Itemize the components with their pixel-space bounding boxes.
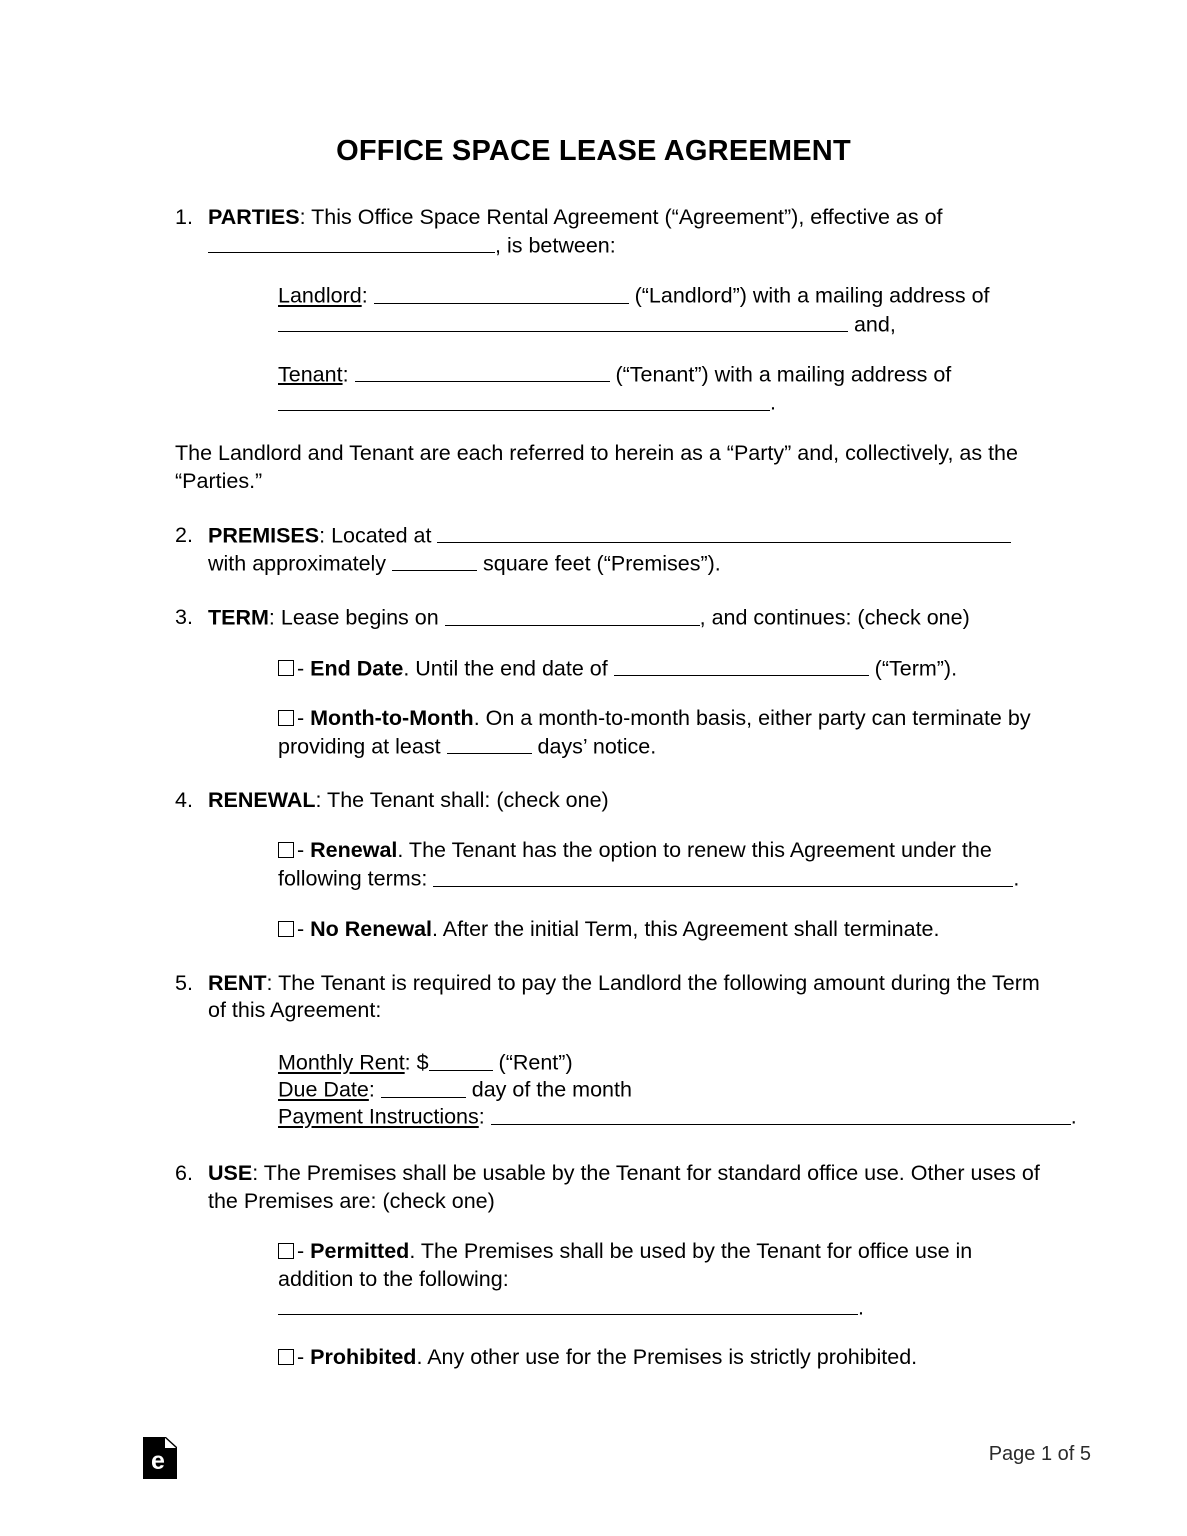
option-text-a: . The Tenant has the option to renew this Agreement under the following terms: bbox=[278, 838, 992, 891]
tenant-end-text: . bbox=[770, 390, 776, 415]
clause-parties-intro-a: This Office Space Rental Agreement (“Agreement”), effective as of bbox=[305, 205, 943, 229]
premises-text-a: : Located at bbox=[319, 523, 438, 548]
option-text-b: (“Term”). bbox=[868, 656, 958, 681]
option-dash: - bbox=[297, 838, 311, 863]
use-option-permitted[interactable] bbox=[278, 1238, 1041, 1322]
clause-parties bbox=[175, 204, 1041, 260]
clause-number: 2. bbox=[175, 522, 193, 547]
option-dash: - bbox=[297, 1345, 311, 1370]
clause-parties-intro-b: , is between: bbox=[495, 233, 616, 258]
option-text-a: . Until the end date of bbox=[403, 656, 614, 681]
use-text-a: : The Premises shall be usable by the Tenant for standard office use. Other uses of the Premises are: (check one) bbox=[208, 1160, 1040, 1213]
payment-instructions-blank[interactable] bbox=[491, 1103, 1071, 1124]
clause-term bbox=[175, 604, 1041, 632]
option-text-a: . After the initial Term, this Agreement shall terminate. bbox=[432, 916, 940, 941]
tenant-name-blank[interactable] bbox=[355, 361, 610, 382]
logo-letter: e bbox=[151, 1447, 165, 1475]
payment-instructions-label: Payment Instructions bbox=[278, 1104, 479, 1129]
landlord-label: Landlord bbox=[278, 283, 362, 308]
renewal-option-renewal[interactable] bbox=[278, 837, 1041, 893]
clause-renewal bbox=[175, 787, 1041, 815]
use-option-prohibited[interactable] bbox=[278, 1344, 1041, 1372]
monthly-rent-label: Monthly Rent bbox=[278, 1050, 405, 1075]
due-date-colon: : bbox=[368, 1077, 381, 1102]
checkbox-icon[interactable] bbox=[278, 660, 294, 676]
landlord-after-text: (“Landlord”) with a mailing address of bbox=[628, 283, 990, 308]
option-label: Month-to-Month bbox=[310, 706, 474, 731]
effective-date-blank[interactable] bbox=[208, 232, 495, 253]
option-dash: - bbox=[297, 656, 311, 681]
option-dash: - bbox=[297, 706, 311, 731]
permitted-uses-blank[interactable] bbox=[278, 1294, 858, 1315]
term-start-date-blank[interactable] bbox=[445, 604, 700, 625]
parties-definition-paragraph: The Landlord and Tenant are each referred to herein as a “Party” and, collectively, as the “Parties.” bbox=[175, 440, 1018, 493]
due-date-suffix: day of the month bbox=[465, 1077, 632, 1102]
notice-days-blank[interactable] bbox=[447, 733, 532, 754]
option-text-a: . The Premises shall be used by the Tenant for office use in addition to the following: bbox=[278, 1238, 973, 1291]
clause-heading: PREMISES bbox=[208, 523, 320, 548]
due-date-day-blank[interactable] bbox=[381, 1076, 466, 1097]
option-text-b: . bbox=[1013, 866, 1020, 891]
rent-details-block bbox=[278, 1049, 1077, 1130]
end-date-blank[interactable] bbox=[614, 655, 869, 676]
premises-address-blank[interactable] bbox=[437, 522, 1011, 543]
premises-text-b: with approximately bbox=[208, 551, 393, 576]
option-label: Renewal bbox=[310, 838, 398, 863]
clause-number: 1. bbox=[175, 205, 193, 229]
rent-detail-payment-instructions bbox=[278, 1103, 1077, 1130]
eforms-logo[interactable] bbox=[143, 1437, 177, 1479]
checkbox-icon[interactable] bbox=[278, 1349, 294, 1365]
renewal-text-a: : The Tenant shall: (check one) bbox=[315, 788, 609, 813]
premises-sqft-blank[interactable] bbox=[392, 550, 477, 571]
rent-detail-due-date bbox=[278, 1076, 1041, 1103]
term-option-month-to-month[interactable] bbox=[278, 705, 1041, 761]
tenant-colon: : bbox=[342, 362, 355, 387]
option-label: Prohibited bbox=[310, 1345, 417, 1370]
clause-premises bbox=[175, 522, 1041, 579]
document-body bbox=[175, 190, 1077, 1372]
option-text-b: days’ notice. bbox=[531, 734, 657, 759]
term-option-end-date[interactable] bbox=[278, 655, 1041, 683]
clause-heading-colon: : bbox=[299, 205, 306, 229]
checkbox-icon[interactable] bbox=[278, 1243, 294, 1259]
landlord-block bbox=[278, 282, 1041, 339]
landlord-colon: : bbox=[361, 283, 374, 308]
renewal-terms-blank[interactable] bbox=[433, 865, 1013, 886]
clause-heading: RENEWAL bbox=[208, 788, 316, 813]
tenant-block bbox=[278, 361, 1041, 418]
term-text-b: , and continues: (check one) bbox=[699, 605, 970, 630]
payment-instructions-colon: : bbox=[478, 1104, 491, 1129]
clause-heading: USE bbox=[208, 1160, 253, 1185]
checkbox-icon[interactable] bbox=[278, 921, 294, 937]
checkbox-icon[interactable] bbox=[278, 842, 294, 858]
tenant-label: Tenant bbox=[278, 362, 343, 387]
clause-number: 6. bbox=[175, 1160, 193, 1185]
document-logo-icon bbox=[143, 1437, 177, 1479]
option-text-a: . On a month-to-month basis, either party can terminate by providing at least bbox=[278, 706, 1031, 759]
clause-heading: RENT bbox=[208, 970, 267, 995]
rent-detail-monthly-rent bbox=[278, 1049, 1041, 1076]
renewal-option-no-renewal[interactable] bbox=[278, 916, 1041, 944]
tenant-after-text: (“Tenant”) with a mailing address of bbox=[609, 362, 952, 387]
rent-text-a: : The Tenant is required to pay the Landlord the following amount during the Term of this Agreement: bbox=[208, 970, 1040, 1023]
payment-instructions-suffix: . bbox=[1070, 1104, 1077, 1129]
landlord-address-blank[interactable] bbox=[278, 311, 848, 332]
option-dash: - bbox=[297, 1238, 311, 1263]
landlord-name-blank[interactable] bbox=[374, 282, 629, 303]
clause-rent bbox=[175, 970, 1041, 1026]
clause-number: 5. bbox=[175, 970, 193, 995]
page-number: Page 1 of 5 bbox=[988, 1443, 1091, 1465]
option-text-a: . Any other use for the Premises is strictly prohibited. bbox=[416, 1345, 918, 1370]
clause-heading: TERM bbox=[208, 605, 269, 630]
clause-number: 3. bbox=[175, 605, 193, 630]
option-dash: - bbox=[297, 916, 311, 941]
clause-heading: PARTIES bbox=[208, 205, 300, 229]
monthly-rent-suffix: (“Rent”) bbox=[492, 1050, 573, 1075]
clause-use bbox=[175, 1160, 1041, 1216]
clause-number: 4. bbox=[175, 788, 193, 813]
option-text-b: . bbox=[858, 1295, 864, 1320]
monthly-rent-amount-blank[interactable] bbox=[429, 1049, 493, 1070]
tenant-address-blank[interactable] bbox=[278, 389, 770, 410]
page-title: OFFICE SPACE LEASE AGREEMENT bbox=[336, 135, 851, 167]
option-label: Permitted bbox=[310, 1238, 410, 1263]
term-text-a: : Lease begins on bbox=[268, 605, 445, 630]
option-label: End Date bbox=[310, 656, 404, 681]
checkbox-icon[interactable] bbox=[278, 710, 294, 726]
due-date-label: Due Date bbox=[278, 1077, 369, 1102]
landlord-end-text: and, bbox=[848, 312, 896, 337]
option-label: No Renewal bbox=[310, 916, 433, 941]
monthly-rent-colon: : $ bbox=[404, 1050, 429, 1075]
premises-text-c: square feet (“Premises”). bbox=[477, 551, 721, 576]
